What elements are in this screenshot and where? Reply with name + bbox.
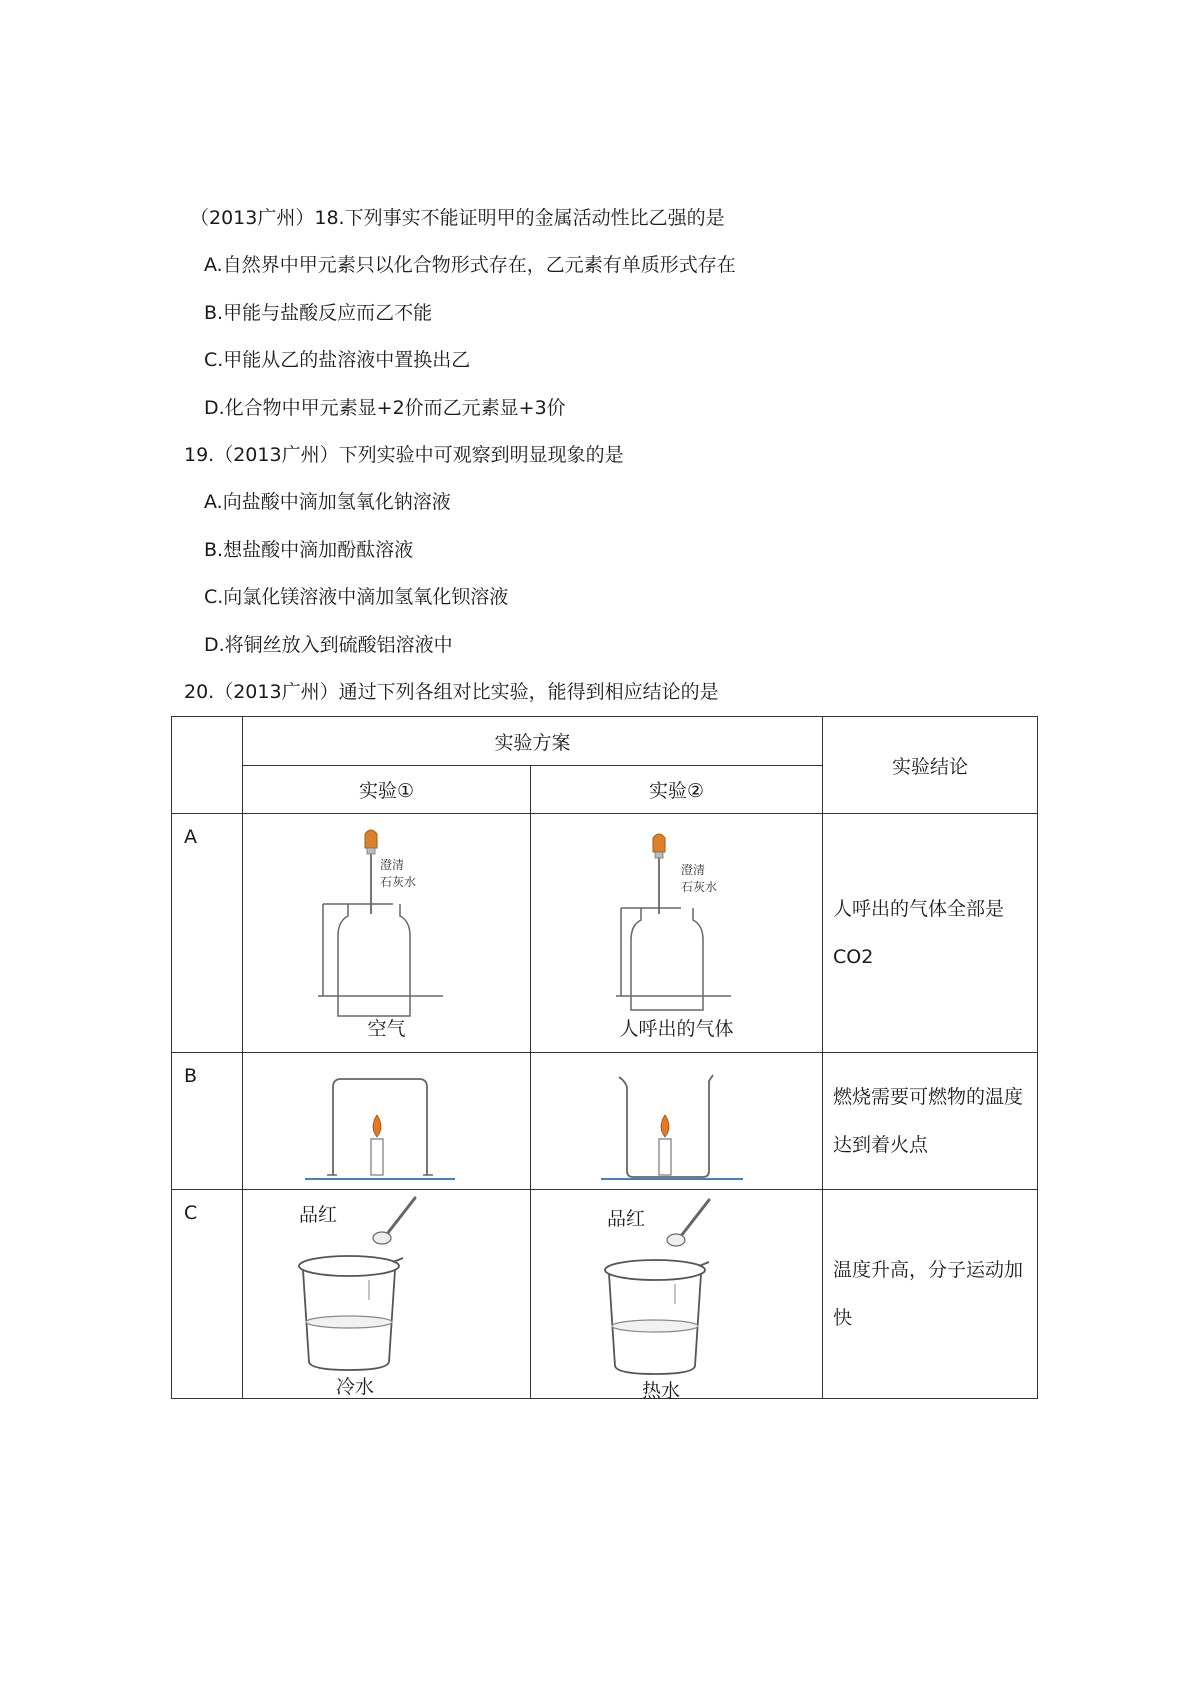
row-c-exp2 xyxy=(531,1190,823,1402)
q18-option-b: B.甲能与盐酸反应而乙不能 xyxy=(204,302,433,324)
limewater-label-2: 石灰水 xyxy=(380,875,417,889)
header-exp1: 实验① xyxy=(243,766,531,814)
row-a-label: A xyxy=(172,814,243,1053)
open-beaker-candle-illustration xyxy=(531,1053,823,1190)
experiment-table xyxy=(171,716,1038,1402)
row-c-exp1-spoon-label: 品红 xyxy=(298,1204,337,1226)
q19-option-d: D.将铜丝放入到硫酸铝溶液中 xyxy=(204,634,453,656)
q19-option-b: B.想盐酸中滴加酚酞溶液 xyxy=(204,539,414,561)
candle xyxy=(371,1139,383,1175)
header-conclusion: 实验结论 xyxy=(823,717,1038,814)
q19-option-c: C.向氯化镁溶液中滴加氢氧化钡溶液 xyxy=(204,586,509,608)
row-a-exp2-caption: 人呼出的气体 xyxy=(619,1018,734,1040)
row-b-exp2 xyxy=(531,1053,823,1190)
row-a-exp1 xyxy=(243,814,531,1053)
row-a-exp1-caption: 空气 xyxy=(367,1018,406,1040)
row-c-conclusion: 温度升高，分子运动加快 xyxy=(823,1190,1038,1399)
water-surface xyxy=(306,1316,392,1328)
q19-option-a: A.向盐酸中滴加氢氧化钠溶液 xyxy=(204,491,451,513)
beaker xyxy=(299,1256,403,1370)
water-surface xyxy=(612,1320,698,1332)
row-c-label: C xyxy=(172,1190,243,1399)
covered-candle-illustration xyxy=(243,1053,531,1190)
beaker xyxy=(605,1260,709,1374)
row-b-conclusion: 燃烧需要可燃物的温度达到着火点 xyxy=(823,1053,1038,1190)
q18-option-a: A.自然界中甲元素只以化合物形式存在，乙元素有单质形式存在 xyxy=(204,254,736,276)
q20-stem: 20.（2013广州）通过下列各组对比实验，能得到相应结论的是 xyxy=(184,681,719,703)
row-b-label: B xyxy=(172,1053,243,1190)
header-exp2: 实验② xyxy=(531,766,823,814)
candle xyxy=(659,1139,671,1175)
flame-icon xyxy=(661,1115,669,1137)
limewater-label-2: 石灰水 xyxy=(681,880,718,894)
row-c-exp2-spoon-label: 品红 xyxy=(606,1208,645,1230)
row-a-conclusion: 人呼出的气体全部是CO2 xyxy=(823,814,1038,1053)
row-c-exp2-caption: 热水 xyxy=(641,1380,680,1402)
dropper xyxy=(365,830,377,914)
gas-bottle xyxy=(631,908,703,1010)
corner-cell xyxy=(172,717,243,814)
dropper xyxy=(653,834,665,914)
q19-stem: 19.（2013广州）下列实验中可观察到明显现象的是 xyxy=(184,444,624,466)
limewater-label-1: 澄清 xyxy=(380,858,405,872)
q18-stem: （2013广州）18.下列事实不能证明甲的金属活动性比乙强的是 xyxy=(190,207,725,229)
limewater-label-1: 澄清 xyxy=(681,863,706,877)
flame-icon xyxy=(373,1115,381,1137)
row-c-exp1-caption: 冷水 xyxy=(335,1376,374,1398)
row-c-exp1 xyxy=(243,1190,531,1399)
row-b-exp1 xyxy=(243,1053,531,1190)
header-plan: 实验方案 xyxy=(243,717,823,766)
row-a-exp2 xyxy=(531,814,823,1053)
q18-option-d: D.化合物中甲元素显+2价而乙元素显+3价 xyxy=(204,397,566,419)
gas-bottle xyxy=(338,904,410,1016)
q18-option-c: C.甲能从乙的盐溶液中置换出乙 xyxy=(204,349,471,371)
